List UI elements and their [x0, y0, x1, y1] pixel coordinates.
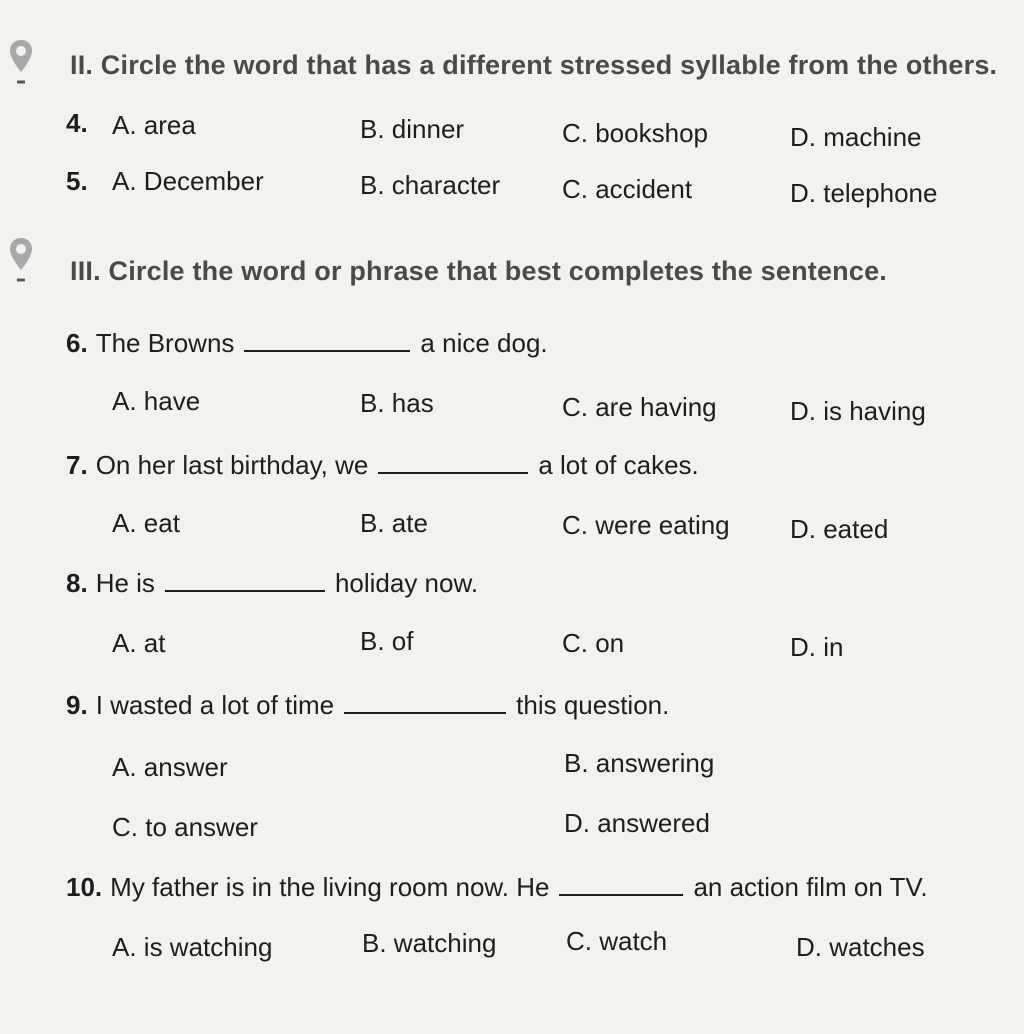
option-7c[interactable]: C. were eating: [562, 510, 730, 540]
question-text-after: holiday now.: [334, 568, 479, 598]
question-text-before: On her last birthday, we: [95, 450, 369, 480]
option-8c[interactable]: C. on: [562, 628, 625, 658]
option-6b[interactable]: B. has: [360, 388, 434, 418]
option-9c[interactable]: C. to answer: [112, 812, 258, 842]
option-5d[interactable]: D. telephone: [790, 178, 938, 208]
question-text-before: I wasted a lot of time: [95, 690, 335, 720]
answer-blank[interactable]: [378, 448, 528, 474]
question-7: [66, 448, 699, 481]
question-number: 5.: [66, 166, 88, 196]
option-6d[interactable]: D. is having: [790, 396, 926, 426]
answer-blank[interactable]: [344, 688, 506, 714]
section-3-title: III. Circle the word or phrase that best completes the sentence.: [70, 256, 888, 286]
option-4c[interactable]: C. bookshop: [562, 118, 708, 148]
option-8d[interactable]: D. in: [790, 632, 844, 662]
option-8a[interactable]: A. at: [112, 628, 166, 658]
question-number: 7.: [66, 450, 88, 480]
option-5b[interactable]: B. character: [360, 170, 501, 200]
location-pin-icon: [8, 236, 34, 284]
location-pin-icon: [8, 38, 34, 86]
question-9: [66, 688, 669, 721]
option-10c[interactable]: C. watch: [566, 926, 668, 956]
option-10b[interactable]: B. watching: [362, 928, 497, 958]
question-number: 10.: [66, 872, 103, 902]
option-7b[interactable]: B. ate: [360, 508, 428, 538]
option-6a[interactable]: A. have: [112, 386, 201, 416]
question-text-after: a nice dog.: [420, 328, 548, 358]
question-text-after: an action film on TV.: [693, 872, 928, 902]
question-text-before: My father is in the living room now. He: [110, 872, 550, 902]
question-6: [66, 326, 548, 359]
answer-blank[interactable]: [244, 326, 410, 352]
question-text-after: a lot of cakes.: [538, 450, 699, 480]
answer-blank[interactable]: [559, 870, 683, 896]
question-5: [66, 166, 96, 197]
option-10d[interactable]: D. watches: [796, 932, 925, 962]
question-10: [66, 870, 928, 903]
answer-blank[interactable]: [165, 566, 325, 592]
option-9b[interactable]: B. answering: [564, 748, 715, 778]
question-8: [66, 566, 478, 599]
question-text-before: He is: [95, 568, 155, 598]
option-7a[interactable]: A. eat: [112, 508, 180, 538]
option-4b[interactable]: B. dinner: [360, 114, 465, 144]
option-9a[interactable]: A. answer: [112, 752, 228, 782]
option-6c[interactable]: C. are having: [562, 392, 717, 422]
option-8b[interactable]: B. of: [360, 626, 414, 656]
option-5c[interactable]: C. accident: [562, 174, 693, 204]
question-text-before: The Browns: [95, 328, 235, 358]
option-10a[interactable]: A. is watching: [112, 932, 273, 962]
option-9d[interactable]: D. answered: [564, 808, 710, 838]
question-number: 6.: [66, 328, 88, 358]
question-number: 4.: [66, 108, 88, 138]
section-2-title: II. Circle the word that has a different stressed syllable from the others.: [70, 50, 998, 80]
question-4: [66, 108, 96, 139]
question-number: 8.: [66, 568, 88, 598]
option-5a[interactable]: A. December: [112, 166, 264, 196]
option-4d[interactable]: D. machine: [790, 122, 922, 152]
question-number: 9.: [66, 690, 88, 720]
option-4a[interactable]: A. area: [112, 110, 196, 140]
question-text-after: this question.: [516, 690, 670, 720]
option-7d[interactable]: D. eated: [790, 514, 889, 544]
